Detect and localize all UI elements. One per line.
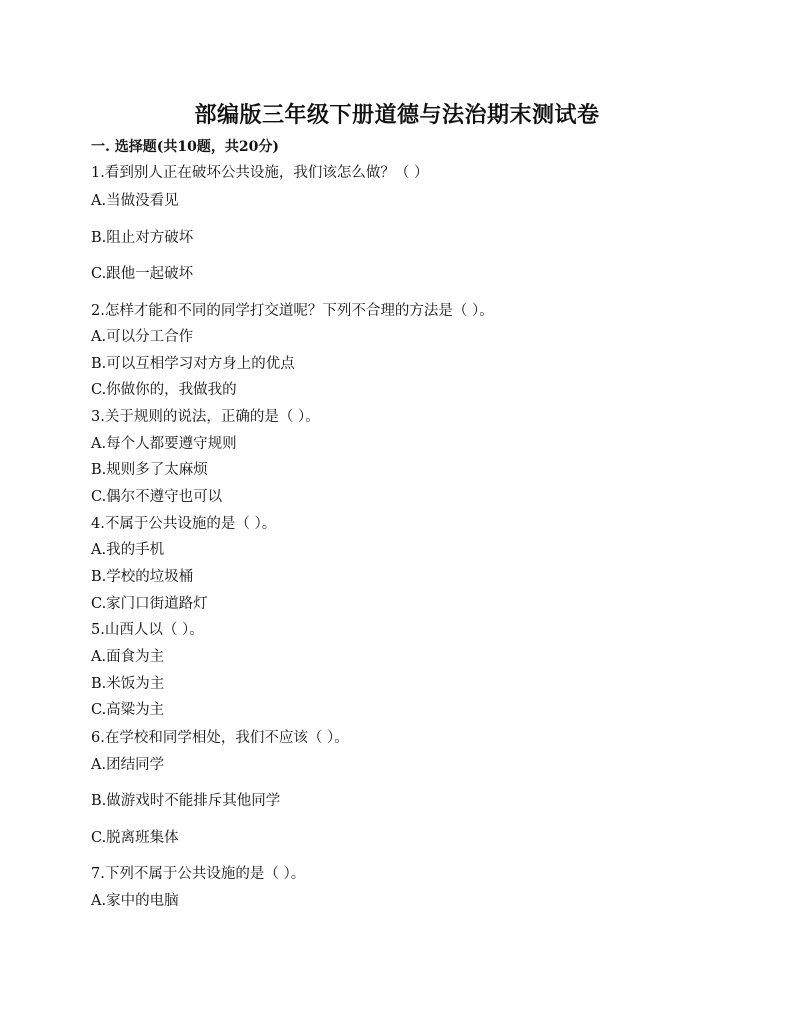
question-3-option-a: A.每个人都要遵守规则 [91, 436, 237, 452]
question-1-option-b: B.阻止对方破坏 [91, 230, 194, 246]
question-5-option-a: A.面食为主 [91, 649, 165, 665]
question-4-option-a: A.我的手机 [91, 542, 165, 558]
question-3-stem: 3.关于规则的说法，正确的是（ ）。 [91, 409, 320, 425]
question-6-option-b: B.做游戏时不能排斥其他同学 [91, 793, 281, 809]
question-4-stem: 4.不属于公共设施的是（ ）。 [91, 516, 277, 532]
question-6-option-a: A.团结同学 [91, 757, 165, 773]
question-5-option-c: C.高粱为主 [91, 702, 165, 718]
question-2-stem: 2.怎样才能和不同的同学打交道呢？下列不合理的方法是（ ）。 [91, 303, 494, 319]
question-2-option-a: A.可以分工合作 [91, 329, 194, 345]
question-5-stem: 5.山西人以（ ）。 [91, 622, 204, 638]
question-3-option-c: C.偶尔不遵守也可以 [91, 489, 223, 505]
question-4-option-b: B.学校的垃圾桶 [91, 569, 194, 585]
question-7-option-a: A.家中的电脑 [91, 893, 179, 909]
question-6-stem: 6.在学校和同学相处，我们不应该（ ）。 [91, 730, 349, 746]
question-2-option-c: C.你做你的，我做我的 [91, 382, 237, 398]
question-5-option-b: B.米饭为主 [91, 676, 165, 692]
question-6-option-c: C.脱离班集体 [91, 830, 179, 846]
question-4-option-c: C.家门口街道路灯 [91, 596, 208, 612]
question-1-option-c: C.跟他一起破坏 [91, 266, 194, 282]
question-2-option-b: B.可以互相学习对方身上的优点 [91, 356, 295, 372]
question-1-option-a: A.当做没看见 [91, 193, 179, 209]
document-title: 部编版三年级下册道德与法治期末测试卷 [194, 102, 600, 128]
question-7-stem: 7.下列不属于公共设施的是（ ）。 [91, 866, 306, 882]
question-3-option-b: B.规则多了太麻烦 [91, 462, 208, 478]
question-1-stem: 1.看到别人正在破坏公共设施，我们该怎么做？（ ） [91, 165, 429, 181]
section-title: 一. 选择题(共10题，共20分) [91, 139, 279, 155]
